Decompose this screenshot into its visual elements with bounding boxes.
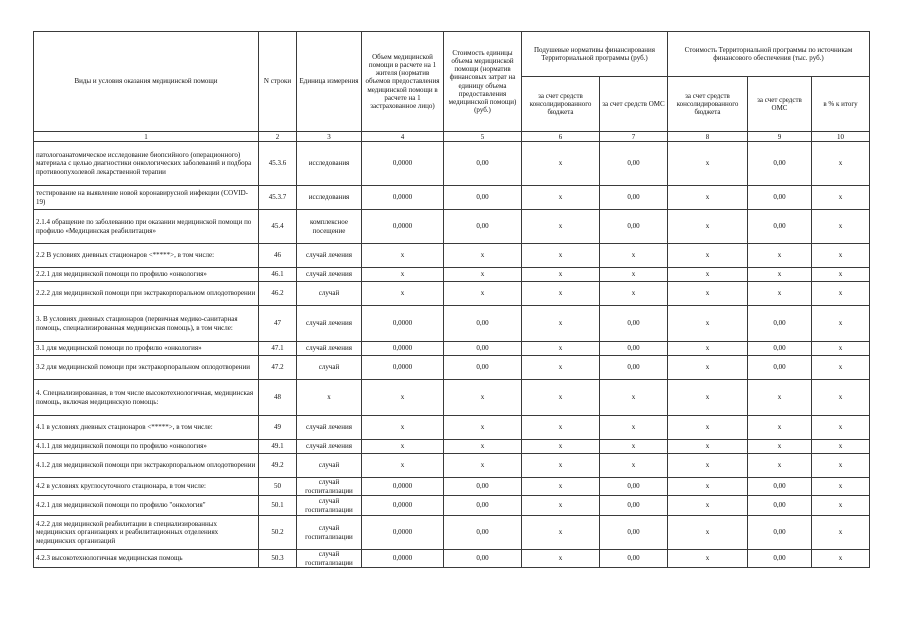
cost-percent-cell: x — [812, 142, 870, 186]
unit-cost-cell: 0,00 — [444, 210, 522, 244]
table-row — [34, 186, 870, 210]
row-number: 46.1 — [259, 268, 297, 282]
table-row — [34, 516, 870, 550]
row-label: 4.1.1 для медицинской помощи по профилю «онкология» — [34, 440, 259, 454]
per-capita-oms-cell: 0,00 — [600, 342, 668, 356]
cost-oms-cell: 0,00 — [748, 210, 812, 244]
unit-cost-cell: 0,00 — [444, 306, 522, 342]
cost-percent-cell: x — [812, 478, 870, 496]
volume-cell: 0,0000 — [362, 478, 444, 496]
volume-cell: 0,0000 — [362, 306, 444, 342]
per-capita-budget-cell: x — [522, 342, 600, 356]
cost-percent-cell: x — [812, 244, 870, 268]
cost-budget-cell: x — [668, 516, 748, 550]
table-row — [34, 210, 870, 244]
row-number: 48 — [259, 380, 297, 416]
table-row — [34, 142, 870, 186]
per-capita-budget-cell: x — [522, 244, 600, 268]
funding-table — [33, 31, 870, 568]
cost-percent-cell: x — [812, 186, 870, 210]
per-capita-oms-cell: 0,00 — [600, 516, 668, 550]
cost-oms-cell: 0,00 — [748, 186, 812, 210]
per-capita-oms-cell: 0,00 — [600, 306, 668, 342]
per-capita-budget-cell: x — [522, 306, 600, 342]
cost-oms-cell: 0,00 — [748, 516, 812, 550]
per-capita-oms-cell: 0,00 — [600, 356, 668, 380]
per-capita-budget-cell: x — [522, 142, 600, 186]
cost-budget-cell: x — [668, 454, 748, 478]
per-capita-oms-cell: 0,00 — [600, 142, 668, 186]
row-label: 4.2.2 для медицинской реабилитации в специализированных медицинских организациях и реабилитационных отделениях медицинских организаций — [34, 516, 259, 550]
row-unit: случай лечения — [297, 268, 362, 282]
unit-cost-cell: x — [444, 244, 522, 268]
cost-budget-cell: x — [668, 210, 748, 244]
table-row — [34, 380, 870, 416]
cost-percent-cell: x — [812, 416, 870, 440]
cost-budget-cell: x — [668, 342, 748, 356]
document-page — [33, 31, 869, 568]
volume-cell: x — [362, 454, 444, 478]
row-label: 2.1.4 обращение по заболеванию при оказании медицинской помощи по профилю «Медицинская реабилитация» — [34, 210, 259, 244]
per-capita-budget-cell: x — [522, 356, 600, 380]
column-number-cell: 2 — [259, 132, 297, 142]
cost-oms-cell: 0,00 — [748, 478, 812, 496]
table-row — [34, 440, 870, 454]
cost-budget-cell: x — [668, 268, 748, 282]
row-unit: случай лечения — [297, 244, 362, 268]
per-capita-oms-cell: x — [600, 454, 668, 478]
volume-cell: x — [362, 380, 444, 416]
cost-percent-cell: x — [812, 356, 870, 380]
cost-oms-cell: 0,00 — [748, 550, 812, 568]
per-capita-budget-cell: x — [522, 268, 600, 282]
per-capita-budget-cell: x — [522, 380, 600, 416]
header-oms-2: за счет средств ОМС — [748, 77, 812, 132]
cost-percent-cell: x — [812, 282, 870, 306]
row-number: 49.2 — [259, 454, 297, 478]
cost-oms-cell: x — [748, 282, 812, 306]
header-unit: Единица измерения — [297, 32, 362, 132]
column-number-cell: 5 — [444, 132, 522, 142]
header-oms: за счет средств ОМС — [600, 77, 668, 132]
cost-oms-cell: x — [748, 440, 812, 454]
cost-percent-cell: x — [812, 342, 870, 356]
row-unit: случай госпитализации — [297, 550, 362, 568]
header-budget: за счет средств консолидированного бюджета — [522, 77, 600, 132]
volume-cell: 0,0000 — [362, 356, 444, 380]
row-unit: случай лечения — [297, 440, 362, 454]
column-number-cell: 4 — [362, 132, 444, 142]
cost-oms-cell: x — [748, 268, 812, 282]
table-row — [34, 268, 870, 282]
header-volume: Объем медицинской помощи в расчете на 1 жителя (норматив объемов предоставления медицинской помощи в расчете на 1 застрахованное лицо) — [362, 32, 444, 132]
volume-cell: x — [362, 282, 444, 306]
row-label: 4.1.2 для медицинской помощи при экстракорпоральном оплодотворении — [34, 454, 259, 478]
cost-oms-cell: x — [748, 380, 812, 416]
volume-cell: 0,0000 — [362, 496, 444, 516]
row-number: 50.3 — [259, 550, 297, 568]
per-capita-budget-cell: x — [522, 478, 600, 496]
cost-budget-cell: x — [668, 142, 748, 186]
cost-oms-cell: 0,00 — [748, 306, 812, 342]
per-capita-budget-cell: x — [522, 282, 600, 306]
row-label: тестирование на выявление новой коронавирусной инфекции (COVID-19) — [34, 186, 259, 210]
column-number-cell: 9 — [748, 132, 812, 142]
unit-cost-cell: 0,00 — [444, 342, 522, 356]
cost-budget-cell: x — [668, 380, 748, 416]
cost-oms-cell: 0,00 — [748, 142, 812, 186]
per-capita-oms-cell: x — [600, 268, 668, 282]
table-row — [34, 550, 870, 568]
table-row — [34, 454, 870, 478]
cost-percent-cell: x — [812, 440, 870, 454]
row-label: 2.2.1 для медицинской помощи по профилю «онкология» — [34, 268, 259, 282]
per-capita-oms-cell: x — [600, 380, 668, 416]
row-unit: случай лечения — [297, 342, 362, 356]
cost-budget-cell: x — [668, 496, 748, 516]
unit-cost-cell: 0,00 — [444, 496, 522, 516]
volume-cell: x — [362, 440, 444, 454]
cost-percent-cell: x — [812, 268, 870, 282]
volume-cell: 0,0000 — [362, 142, 444, 186]
unit-cost-cell: 0,00 — [444, 142, 522, 186]
cost-budget-cell: x — [668, 416, 748, 440]
cost-oms-cell: x — [748, 244, 812, 268]
per-capita-budget-cell: x — [522, 416, 600, 440]
unit-cost-cell: 0,00 — [444, 356, 522, 380]
volume-cell: 0,0000 — [362, 342, 444, 356]
row-unit: случай госпитализации — [297, 496, 362, 516]
per-capita-oms-cell: x — [600, 416, 668, 440]
row-number: 47 — [259, 306, 297, 342]
row-number: 50 — [259, 478, 297, 496]
cost-budget-cell: x — [668, 478, 748, 496]
volume-cell: 0,0000 — [362, 550, 444, 568]
cost-oms-cell: x — [748, 454, 812, 478]
row-number: 49.1 — [259, 440, 297, 454]
volume-cell: x — [362, 416, 444, 440]
cost-oms-cell: x — [748, 416, 812, 440]
unit-cost-cell: 0,00 — [444, 478, 522, 496]
per-capita-oms-cell: 0,00 — [600, 496, 668, 516]
table-row — [34, 478, 870, 496]
per-capita-budget-cell: x — [522, 186, 600, 210]
row-unit: исследования — [297, 186, 362, 210]
unit-cost-cell: x — [444, 268, 522, 282]
row-label: патологоанатомическое исследование биопсийного (операционного) материала с целью диагностики онкологических заболеваний и подбора противоопухолевой лекарственной терапии — [34, 142, 259, 186]
column-number-cell: 6 — [522, 132, 600, 142]
volume-cell: x — [362, 268, 444, 282]
row-unit: случай — [297, 282, 362, 306]
cost-budget-cell: x — [668, 306, 748, 342]
table-row — [34, 356, 870, 380]
unit-cost-cell: x — [444, 440, 522, 454]
cost-percent-cell: x — [812, 496, 870, 516]
volume-cell: 0,0000 — [362, 186, 444, 210]
row-label: 2.2.2 для медицинской помощи при экстракорпоральном оплодотворении — [34, 282, 259, 306]
header-program-cost-group: Стоимость Территориальной программы по источникам финансового обеспечения (тыс. руб.) — [668, 32, 870, 77]
cost-budget-cell: x — [668, 550, 748, 568]
cost-percent-cell: x — [812, 550, 870, 568]
table-row — [34, 244, 870, 268]
column-number-cell: 1 — [34, 132, 259, 142]
cost-budget-cell: x — [668, 356, 748, 380]
cost-budget-cell: x — [668, 282, 748, 306]
row-unit: случай госпитализации — [297, 516, 362, 550]
cost-percent-cell: x — [812, 516, 870, 550]
cost-oms-cell: 0,00 — [748, 356, 812, 380]
column-number-cell: 7 — [600, 132, 668, 142]
per-capita-oms-cell: 0,00 — [600, 210, 668, 244]
row-label: 4.1 в условиях дневных стационаров <*****>, в том числе: — [34, 416, 259, 440]
per-capita-oms-cell: 0,00 — [600, 550, 668, 568]
row-label: 2.2 В условиях дневных стационаров <*****>, в том числе: — [34, 244, 259, 268]
row-label: 4.2.1 для медицинской помощи по профилю "онкология" — [34, 496, 259, 516]
cost-budget-cell: x — [668, 440, 748, 454]
table-row — [34, 416, 870, 440]
per-capita-budget-cell: x — [522, 210, 600, 244]
table-row — [34, 306, 870, 342]
row-label: 3.1 для медицинской помощи по профилю «онкология» — [34, 342, 259, 356]
row-number: 46.2 — [259, 282, 297, 306]
column-numbers-row — [34, 132, 870, 142]
header-per-capita-group: Подушевые нормативы финансирования Территориальной программы (руб.) — [522, 32, 668, 77]
row-unit: случай госпитализации — [297, 478, 362, 496]
row-number: 45.3.6 — [259, 142, 297, 186]
row-unit: случай — [297, 454, 362, 478]
row-unit: комплексное посещение — [297, 210, 362, 244]
header-budget-2: за счет средств консолидированного бюджета — [668, 77, 748, 132]
unit-cost-cell: x — [444, 416, 522, 440]
row-unit: случай лечения — [297, 306, 362, 342]
cost-oms-cell: 0,00 — [748, 496, 812, 516]
column-number-cell: 10 — [812, 132, 870, 142]
per-capita-budget-cell: x — [522, 496, 600, 516]
row-number: 49 — [259, 416, 297, 440]
volume-cell: x — [362, 244, 444, 268]
per-capita-budget-cell: x — [522, 454, 600, 478]
row-number: 45.4 — [259, 210, 297, 244]
unit-cost-cell: 0,00 — [444, 186, 522, 210]
cost-percent-cell: x — [812, 210, 870, 244]
row-label: 3.2 для медицинской помощи при экстракорпоральном оплодотворении — [34, 356, 259, 380]
per-capita-oms-cell: x — [600, 440, 668, 454]
header-row-number: N строки — [259, 32, 297, 132]
per-capita-budget-cell: x — [522, 516, 600, 550]
column-number-cell: 8 — [668, 132, 748, 142]
row-label: 4.2.3 высокотехнологичная медицинская помощь — [34, 550, 259, 568]
per-capita-oms-cell: x — [600, 282, 668, 306]
per-capita-budget-cell: x — [522, 440, 600, 454]
per-capita-oms-cell: 0,00 — [600, 478, 668, 496]
header-unit-cost: Стоимость единицы объема медицинской помощи (норматив финансовых затрат на единицу объема предоставления медицинской помощи) (руб.) — [444, 32, 522, 132]
row-number: 47.2 — [259, 356, 297, 380]
row-number: 50.1 — [259, 496, 297, 516]
per-capita-budget-cell: x — [522, 550, 600, 568]
cost-percent-cell: x — [812, 454, 870, 478]
table-row — [34, 496, 870, 516]
per-capita-oms-cell: x — [600, 244, 668, 268]
table-row — [34, 342, 870, 356]
unit-cost-cell: x — [444, 282, 522, 306]
cost-budget-cell: x — [668, 186, 748, 210]
unit-cost-cell: x — [444, 380, 522, 416]
table-row — [34, 282, 870, 306]
row-unit: случай — [297, 356, 362, 380]
row-label: 4.2 в условиях круглосуточного стационара, в том числе: — [34, 478, 259, 496]
cost-percent-cell: x — [812, 380, 870, 416]
unit-cost-cell: 0,00 — [444, 516, 522, 550]
unit-cost-cell: x — [444, 454, 522, 478]
unit-cost-cell: 0,00 — [444, 550, 522, 568]
row-unit: x — [297, 380, 362, 416]
volume-cell: 0,0000 — [362, 210, 444, 244]
row-number: 46 — [259, 244, 297, 268]
volume-cell: 0,0000 — [362, 516, 444, 550]
row-unit: случай лечения — [297, 416, 362, 440]
row-label: 3. В условиях дневных стационаров (первичная медико-санитарная помощь, специализированная медицинская помощь), в том числе: — [34, 306, 259, 342]
header-percent: в % к итогу — [812, 77, 870, 132]
row-number: 47.1 — [259, 342, 297, 356]
row-label: 4. Специализированная, в том числе высокотехнологичная, медицинская помощь, включая медицинскую помощь: — [34, 380, 259, 416]
cost-percent-cell: x — [812, 306, 870, 342]
row-unit: исследования — [297, 142, 362, 186]
row-number: 50.2 — [259, 516, 297, 550]
row-number: 45.3.7 — [259, 186, 297, 210]
per-capita-oms-cell: 0,00 — [600, 186, 668, 210]
cost-oms-cell: 0,00 — [748, 342, 812, 356]
column-number-cell: 3 — [297, 132, 362, 142]
cost-budget-cell: x — [668, 244, 748, 268]
header-kinds: Виды и условия оказания медицинской помощи — [34, 32, 259, 132]
